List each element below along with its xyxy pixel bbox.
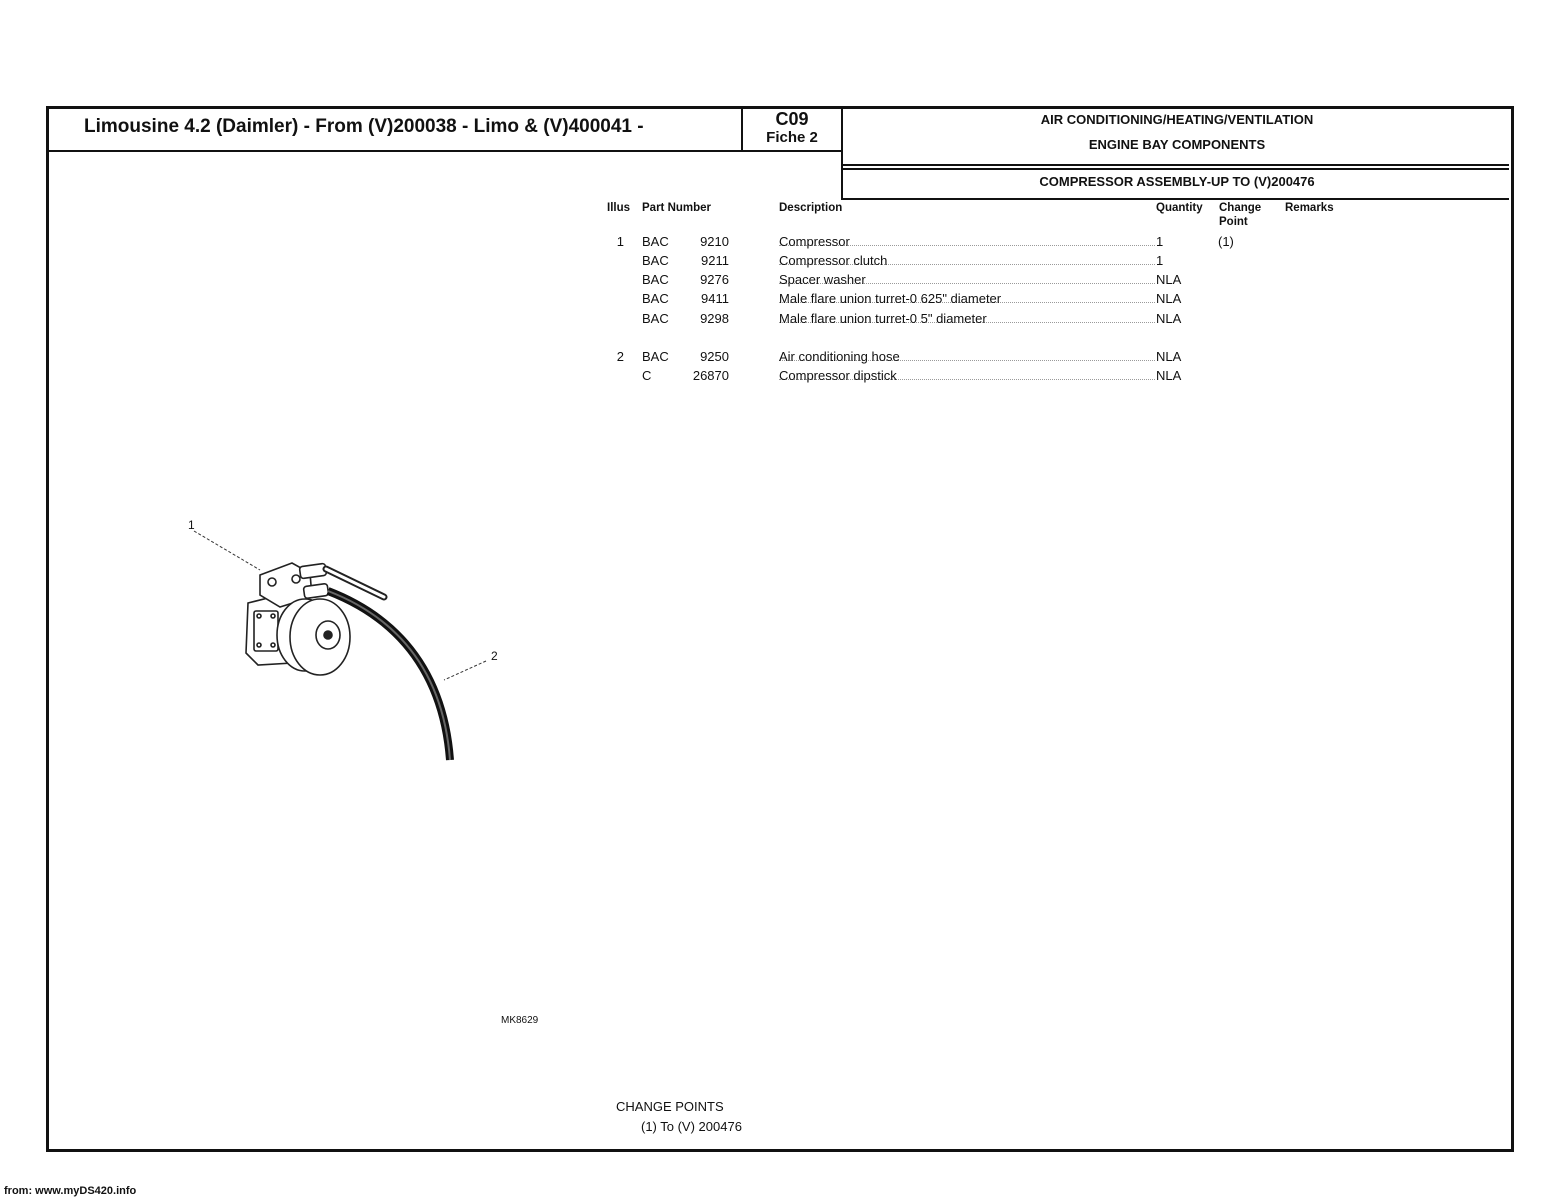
part-description: Compressor clutch (779, 253, 888, 268)
compressor-pulley (277, 599, 350, 675)
fiche-label: Fiche 2 (766, 129, 818, 146)
title-divider (741, 108, 743, 152)
part-quantity: NLA (1156, 291, 1182, 306)
part-number: 9276 (700, 272, 729, 287)
part-prefix: C (642, 368, 652, 383)
part-quantity: 1 (1156, 234, 1164, 249)
col-change-point (1219, 201, 1261, 229)
part-quantity: 1 (1156, 253, 1164, 268)
part-prefix: BAC (642, 291, 669, 306)
change-point-item: (1) To (V) 200476 (641, 1119, 742, 1134)
illus-number: 2 (616, 349, 624, 364)
callout-2-leader (444, 661, 486, 680)
part-quantity: NLA (1156, 368, 1182, 383)
part-change-point: (1) (1218, 234, 1234, 249)
assembly-title: COMPRESSOR ASSEMBLY-UP TO (V)200476 (1039, 174, 1315, 189)
part-description: Compressor (779, 234, 850, 249)
assembly-top-rule (841, 168, 1509, 170)
part-number: 9250 (700, 349, 729, 364)
part-quantity: NLA (1156, 311, 1182, 326)
compressor-illustration (180, 515, 510, 775)
part-number: 9298 (700, 311, 729, 326)
part-prefix: BAC (642, 253, 669, 268)
part-prefix: BAC (642, 311, 669, 326)
part-number: 9211 (701, 253, 729, 268)
part-description: Spacer washer (779, 272, 866, 287)
assembly-bottom-rule (841, 198, 1509, 200)
col-remarks: Remarks (1285, 202, 1334, 214)
col-part-number: Part Number (642, 202, 712, 214)
code-divider (841, 108, 843, 200)
part-description: Male flare union turret-0 5" diameter (779, 311, 987, 326)
callout-2-label: 2 (491, 649, 498, 663)
change-points-title: CHANGE POINTS (616, 1099, 724, 1114)
drawing-reference: MK8629 (501, 1015, 539, 1026)
air-conditioning-hose (328, 591, 450, 760)
illus-number: 1 (616, 234, 624, 249)
section-code: C09 (775, 109, 809, 129)
col-change-point-line1: Change (1219, 202, 1262, 214)
col-description: Description (779, 202, 843, 214)
subgroup-title: ENGINE BAY COMPONENTS (1088, 137, 1266, 152)
col-quantity: Quantity (1156, 202, 1203, 214)
part-prefix: BAC (642, 234, 669, 249)
part-description: Compressor dipstick (779, 368, 897, 383)
col-illus: Illus (607, 202, 631, 214)
model-title: Limousine 4.2 (Daimler) - From (V)200038 - Limo & (V)400041 - (84, 116, 644, 137)
part-description: Air conditioning hose (779, 349, 900, 364)
part-number: 9210 (700, 234, 729, 249)
group-title: AIR CONDITIONING/HEATING/VENTILATION (1040, 112, 1314, 127)
callout-1-leader (194, 531, 260, 570)
source-footer: from: www.myDS420.info (4, 1185, 137, 1197)
part-number: 26870 (692, 368, 729, 383)
part-prefix: BAC (642, 272, 669, 287)
part-quantity: NLA (1156, 349, 1182, 364)
header-bottom-rule (49, 150, 843, 152)
callout-1-label: 1 (188, 518, 195, 532)
section-code-box (746, 110, 838, 145)
col-change-point-line2: Point (1219, 216, 1248, 228)
part-quantity: NLA (1156, 272, 1182, 287)
part-number: 9411 (701, 291, 729, 306)
part-prefix: BAC (642, 349, 669, 364)
part-description: Male flare union turret-0 625" diameter (779, 291, 1002, 306)
group-rule (841, 164, 1509, 166)
